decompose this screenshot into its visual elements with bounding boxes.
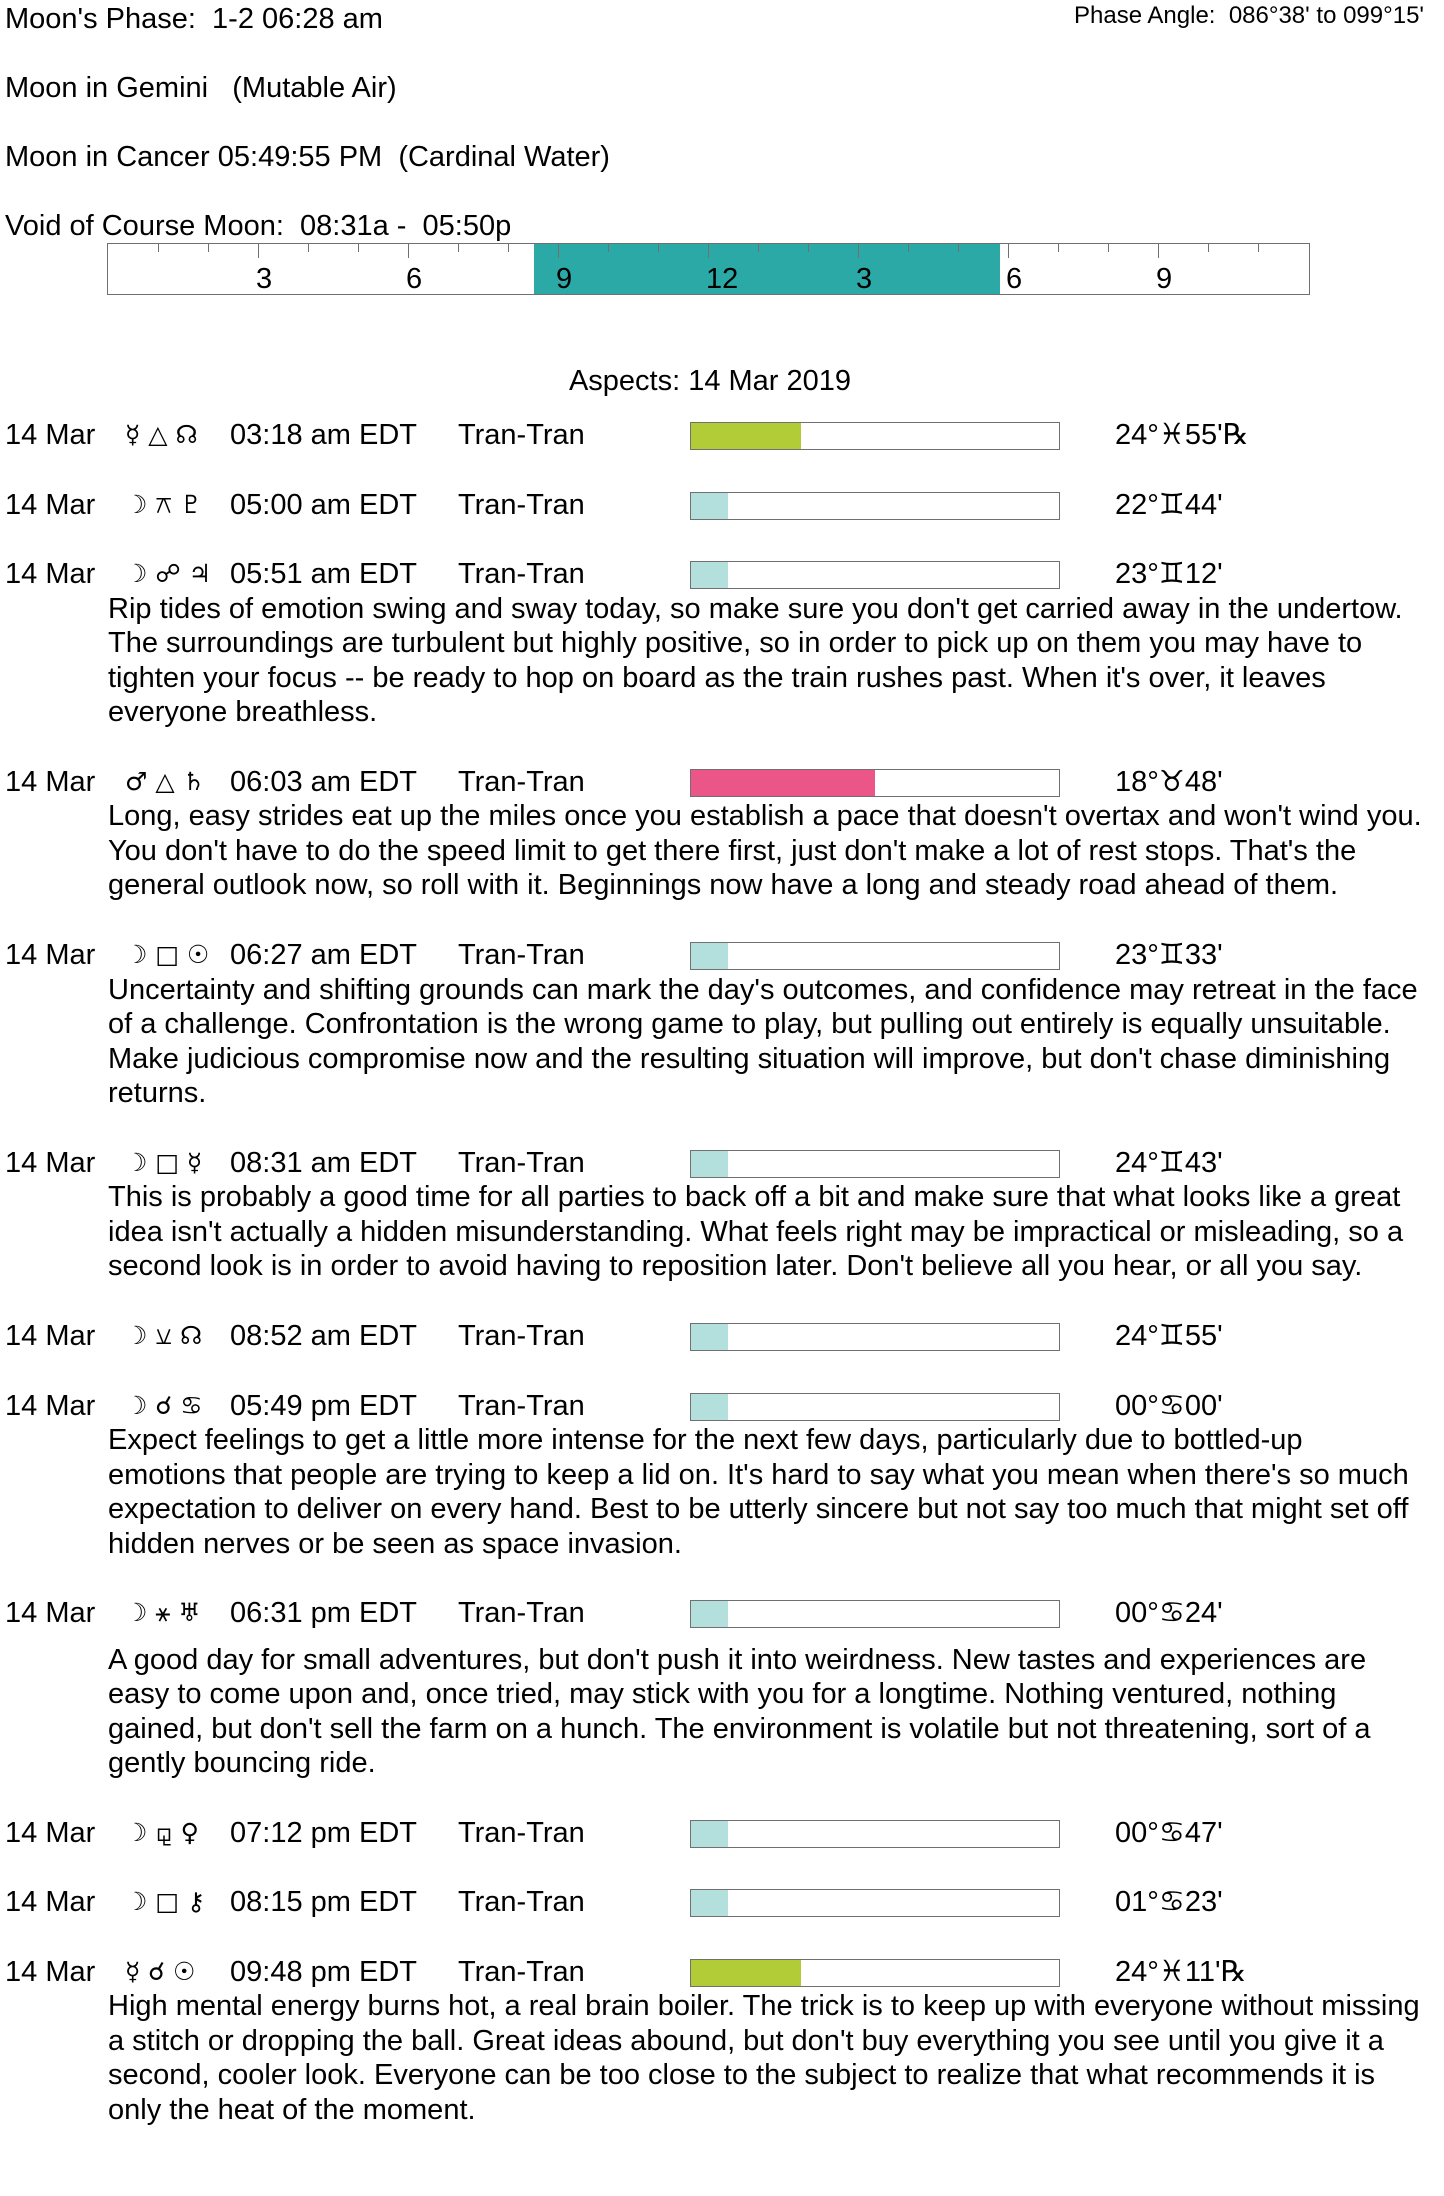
aspect-glyphs: ☽ □ ⚷ [125,1887,206,1916]
aspect-glyphs: ☽ □ ☿ [125,1147,203,1177]
aspect-strength-fill [691,493,728,519]
hour-tick [958,244,959,252]
aspect-strength-fill [691,423,801,449]
aspect-type: Tran-Tran [458,1146,585,1179]
void-of-course: Void of Course Moon: 08:31a - 05:50p [5,210,512,242]
hour-tick [808,244,809,252]
aspect-date: 14 Mar [5,1955,96,1988]
aspect-strength-fill [691,1960,801,1986]
aspect-time: 05:49 pm EDT [230,1389,417,1422]
aspect-strength-bar [690,1820,1060,1848]
aspect-interpretation: Uncertainty and shifting grounds can mark the day's outcomes, and confidence may retreat in the face of a challenge. Confrontation is the wrong game to play, but pulling out entirely is equally unsuitable. Make judicious compromise now and the resulting situation will improve, but don't chase diminishing returns. [108,973,1418,1109]
aspect-time: 06:03 am EDT [230,765,417,798]
aspect-row [0,1955,1444,1991]
aspect-strength-fill [691,1394,728,1420]
aspect-time: 06:27 am EDT [230,939,417,971]
hour-tick [658,244,659,252]
aspect-strength-bar [690,422,1060,450]
hour-label: 6 [406,263,423,295]
hour-label: 9 [556,263,573,295]
aspect-strength-bar [690,1323,1060,1351]
moon-sign-2: Moon in Cancer 05:49:55 PM (Cardinal Water) [5,141,610,173]
hour-label: 12 [706,263,739,295]
aspect-date: 14 Mar [5,558,96,590]
aspect-strength-fill [691,1890,728,1916]
aspect-time: 07:12 pm EDT [230,1816,417,1849]
hour-tick [708,244,709,258]
aspect-strength-bar [690,1393,1060,1421]
aspect-time: 08:31 am EDT [230,1146,417,1179]
aspect-strength-fill [691,943,728,969]
hour-tick [1208,244,1209,252]
aspect-row [0,1816,1444,1852]
hour-tick [158,244,159,252]
aspect-type: Tran-Tran [458,1955,585,1988]
aspect-time: 08:52 am EDT [230,1320,417,1352]
aspect-row [0,938,1444,974]
aspect-strength-fill [691,1151,728,1177]
aspect-position: 22°♊44' [1115,488,1223,521]
aspect-position: 18°♉48' [1115,765,1223,798]
void-of-course-timeline [107,243,1310,295]
aspect-strength-bar [690,1889,1060,1917]
aspect-interpretation: Long, easy strides eat up the miles once you establish a pace that doesn't overtax and won't wind you. You don't have to do the speed limit to get there first, just don't make a lot of rest stops. That's the general outlook now, so roll with it. Beginnings now have a long and steady road ahead of them. [108,800,1422,901]
aspect-interpretation: Rip tides of emotion swing and sway today, so make sure you don't get carried away in the undertow. The surroundings are turbulent but highly positive, so in order to pick up on them you may have to tighten your focus -- be ready to hop on board as the train rushes past. When it's over, it leaves everyone breathless. [108,592,1403,728]
aspect-row [0,418,1444,454]
aspect-time: 05:51 am EDT [230,558,417,590]
hour-tick [608,244,609,252]
hour-tick [1258,244,1259,252]
aspect-position: 24°♊55' [1115,1320,1223,1352]
aspect-interpretation: High mental energy burns hot, a real brain boiler. The trick is to keep up with everyone without missing a stitch or dropping the ball. Great ideas abound, but don't buy everything you see until you give it a second, cooler look. Everyone can be too close to the subject to realize that what recommends it is only the heat of the moment. [108,1990,1420,2126]
aspect-glyphs: ♂ △ ♄ [125,766,205,796]
aspect-row [0,1146,1444,1182]
aspect-strength-bar [690,1150,1060,1178]
aspect-row [0,1596,1444,1632]
aspect-interpretation: Expect feelings to get a little more intense for the next few days, particularly due to bottled-up emotions that people are trying to keep a lid on. It's hard to say what you mean when there's so much expectation to deliver on every hand. Best to be utterly sincere but not say too much that might set off hidden nerves or be seen as space invasion. [108,1424,1409,1560]
aspect-type: Tran-Tran [458,1320,585,1352]
aspect-date: 14 Mar [5,1597,96,1629]
aspect-date: 14 Mar [5,488,96,521]
aspect-glyphs: ☽ □ ☉ [125,940,210,969]
aspect-type: Tran-Tran [458,1886,585,1918]
hour-tick [208,244,209,252]
aspect-strength-fill [691,770,875,796]
aspect-glyphs: ☽ ☌ ♋ [125,1390,203,1420]
aspect-row [0,1319,1444,1355]
aspect-date: 14 Mar [5,939,96,971]
aspect-row [0,488,1444,524]
aspect-date: 14 Mar [5,1146,96,1179]
aspect-row [0,557,1444,593]
aspect-strength-bar [690,1600,1060,1628]
hour-tick [308,244,309,252]
hour-tick [1158,244,1159,258]
hour-tick [358,244,359,252]
aspect-date: 14 Mar [5,1389,96,1422]
aspect-strength-fill [691,1821,728,1847]
hour-tick [408,244,409,258]
hour-label: 3 [256,263,273,295]
aspect-glyphs: ☽ ☍ ♃ [125,559,212,588]
aspect-type: Tran-Tran [458,765,585,798]
hour-tick [758,244,759,252]
aspect-glyphs: ☽ ⚼ ♀ [125,1817,199,1847]
aspect-type: Tran-Tran [458,1597,585,1629]
aspect-time: 06:31 pm EDT [230,1597,417,1629]
aspect-type: Tran-Tran [458,558,585,590]
moon-phase: Moon's Phase: 1-2 06:28 am [5,3,383,35]
aspect-date: 14 Mar [5,1886,96,1918]
aspect-strength-fill [691,1324,728,1350]
aspect-glyphs: ☽ ⚻ ♇ [125,489,203,519]
aspect-glyphs: ☿ △ ☊ [125,420,198,449]
aspect-position: 00°♋24' [1115,1597,1223,1629]
void-period-fill [534,244,1000,294]
hour-label: 3 [856,263,873,295]
hour-tick [908,244,909,252]
aspect-position: 23°♊33' [1115,939,1223,971]
aspect-date: 14 Mar [5,765,96,798]
aspect-glyphs: ☽ ⚺ ☊ [125,1321,203,1350]
aspect-date: 14 Mar [5,1320,96,1352]
aspect-glyphs: ☽ ⚹ ♅ [125,1598,201,1627]
aspect-strength-bar [690,942,1060,970]
aspect-position: 01°♋23' [1115,1886,1223,1918]
aspect-position: 24°♓11'℞ [1115,1955,1247,1988]
moon-sign-1: Moon in Gemini (Mutable Air) [5,72,397,104]
aspect-strength-fill [691,1601,728,1627]
aspect-row [0,1389,1444,1425]
aspect-type: Tran-Tran [458,419,585,451]
hour-tick [458,244,459,252]
aspect-strength-bar [690,769,1060,797]
aspect-date: 14 Mar [5,1816,96,1849]
aspect-time: 03:18 am EDT [230,419,417,451]
aspect-type: Tran-Tran [458,1816,585,1849]
aspect-interpretation: This is probably a good time for all parties to back off a bit and make sure that what looks like a great idea isn't actually a hidden misunderstanding. What feels right may be impractical or misleading, so a second look is in order to avoid having to reposition later. Don't believe all you hear, or all you say. [108,1181,1404,1282]
aspect-strength-bar [690,492,1060,520]
aspect-type: Tran-Tran [458,488,585,521]
aspects-title: Aspects: 14 Mar 2019 [568,365,852,397]
aspect-strength-bar [690,561,1060,589]
aspect-row [0,765,1444,801]
hour-tick [1008,244,1009,258]
aspect-type: Tran-Tran [458,1389,585,1422]
aspect-row [0,1885,1444,1921]
hour-tick [258,244,259,258]
aspect-type: Tran-Tran [458,939,585,971]
aspect-time: 05:00 am EDT [230,488,417,521]
hour-tick [1108,244,1109,252]
aspect-time: 09:48 pm EDT [230,1955,417,1988]
hour-label: 9 [1156,263,1173,295]
aspect-time: 08:15 pm EDT [230,1886,417,1918]
aspect-strength-bar [690,1959,1060,1987]
phase-angle: Phase Angle: 086°38' to 099°15' [1074,2,1424,29]
aspect-strength-fill [691,562,728,588]
aspect-glyphs: ☿ ☌ ☉ [125,1956,196,1986]
aspect-position: 00°♋00' [1115,1389,1223,1422]
hour-label: 6 [1006,263,1023,295]
hour-tick [858,244,859,258]
aspect-position: 00°♋47' [1115,1816,1223,1849]
aspect-position: 24°♊43' [1115,1146,1223,1179]
aspect-position: 24°♓55'℞ [1115,419,1249,451]
hour-tick [1058,244,1059,252]
hour-tick [558,244,559,258]
aspect-date: 14 Mar [5,419,96,451]
hour-tick [508,244,509,252]
aspect-position: 23°♊12' [1115,558,1223,590]
aspect-interpretation: A good day for small adventures, but don't push it into weirdness. New tastes and experiences are easy to come upon and, once tried, may stick with you for a longtime. Nothing ventured, nothing gained, but don't sell the farm on a hunch. The environment is volatile but not threatening, sort of a gently bouncing ride. [108,1643,1371,1779]
